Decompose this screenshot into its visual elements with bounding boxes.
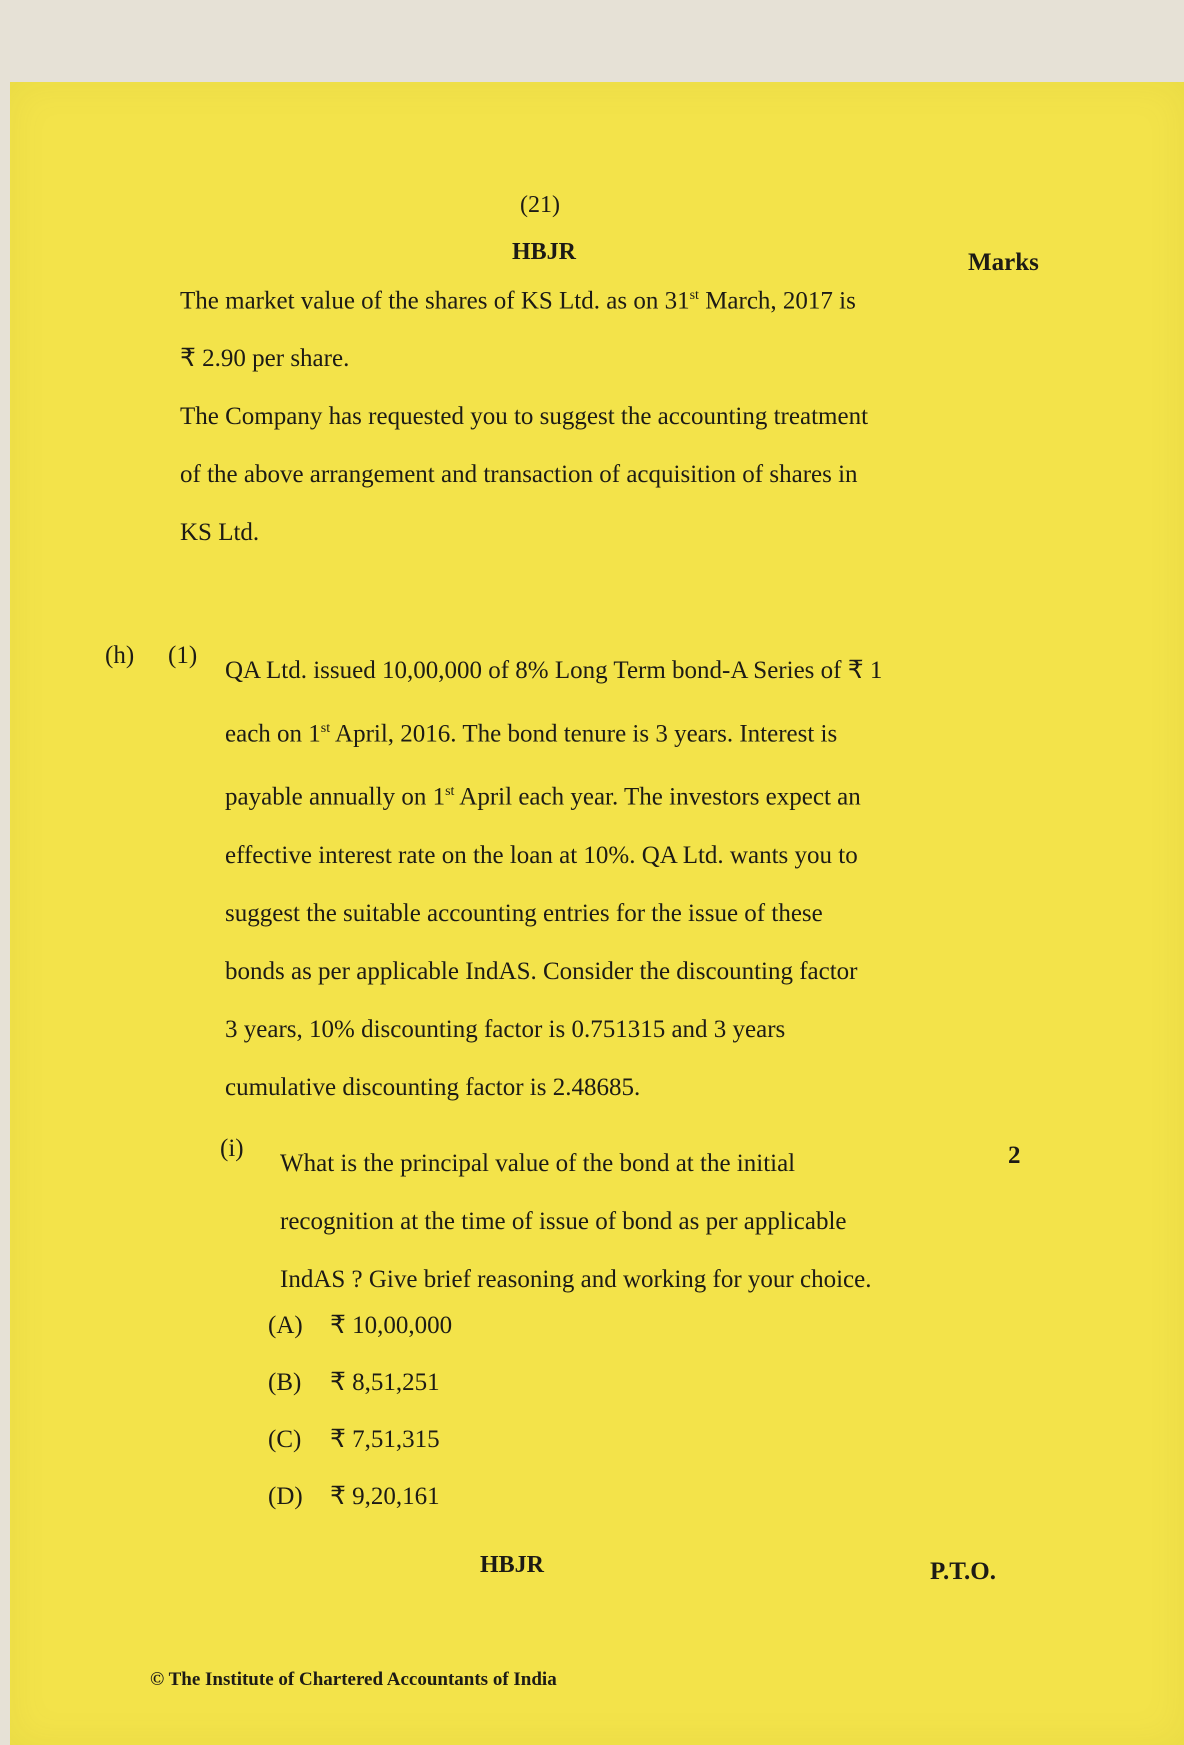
intro-line: of the above arrangement and transaction of acquisition of shares in <box>180 461 858 489</box>
sub-question-line: recognition at the time of issue of bond as per applicable <box>280 1208 847 1235</box>
page-number: (21) <box>520 192 560 218</box>
question-label-h: (h) <box>105 642 135 669</box>
option-label: (B) <box>268 1369 302 1396</box>
intro-line: ₹ 2.90 per share. <box>180 345 350 373</box>
sub-question-line: IndAS ? Give brief reasoning and working for your choice. <box>280 1266 872 1293</box>
exam-page <box>10 82 1184 1745</box>
option-value: ₹ 7,51,315 <box>330 1426 440 1453</box>
option-value: ₹ 9,20,161 <box>330 1483 440 1510</box>
intro-paragraph <box>180 267 970 562</box>
option-label: (D) <box>268 1483 303 1510</box>
question-line: 3 years, 10% discounting factor is 0.751315 and 3 years <box>225 1015 786 1043</box>
option-label: (A) <box>268 1312 303 1339</box>
question-line: effective interest rate on the loan at 10%. QA Ltd. wants you to <box>225 841 858 869</box>
question-line: cumulative discounting factor is 2.48685. <box>225 1073 641 1101</box>
footer-code: HBJR <box>480 1552 545 1578</box>
intro-line: The Company has requested you to suggest the accounting treatment <box>180 403 869 431</box>
option-c <box>268 1424 440 1454</box>
option-label: (C) <box>268 1426 302 1453</box>
option-a <box>268 1310 452 1340</box>
copyright-notice: © The Institute of Chartered Accountants of India <box>150 1669 557 1690</box>
question-label-1: (1) <box>168 642 198 669</box>
intro-line: The market value of the shares of KS Ltd. as on 31st March, 2017 is <box>180 287 856 315</box>
sub-question-marks: 2 <box>1008 1142 1021 1169</box>
marks-column-label: Marks <box>968 249 1039 276</box>
question-body <box>225 642 955 1117</box>
question-line: payable annually on 1st April each year. The investors expect an <box>225 783 861 811</box>
sub-question-label: (i) <box>220 1135 244 1162</box>
question-line: each on 1st April, 2016. The bond tenure is 3 years. Interest is <box>225 720 838 748</box>
option-b <box>268 1367 440 1397</box>
question-line: bonds as per applicable IndAS. Consider the discounting factor <box>225 957 858 985</box>
option-d <box>268 1481 440 1511</box>
header-code: HBJR <box>512 239 577 265</box>
question-line: suggest the suitable accounting entries for the issue of these <box>225 899 823 927</box>
option-value: ₹ 8,51,251 <box>330 1369 440 1396</box>
pto-label: P.T.O. <box>930 1558 996 1585</box>
intro-line: KS Ltd. <box>180 519 260 547</box>
option-value: ₹ 10,00,000 <box>330 1312 453 1339</box>
question-line: QA Ltd. issued 10,00,000 of 8% Long Term bond-A Series of ₹ 1 <box>225 657 883 684</box>
sub-question-line: What is the principal value of the bond at the initial <box>280 1150 796 1177</box>
sub-question-body <box>280 1135 950 1309</box>
